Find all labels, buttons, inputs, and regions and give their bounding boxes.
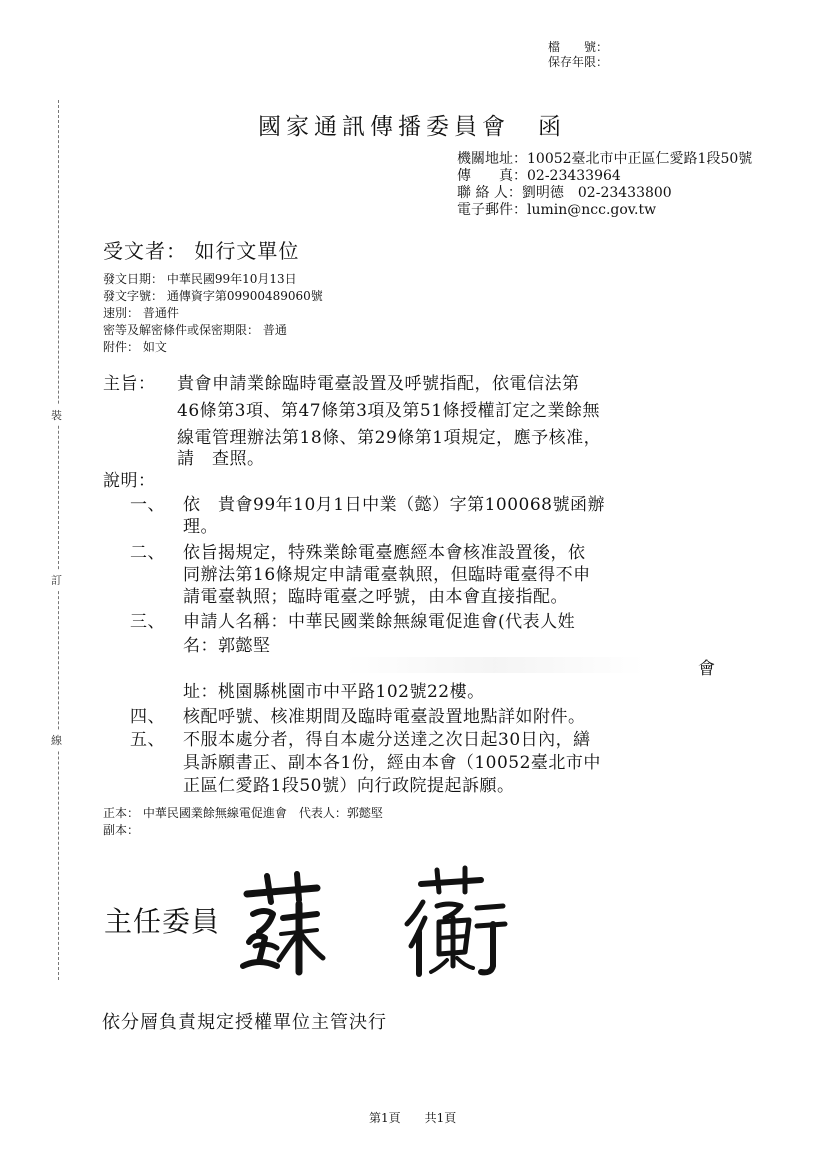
explanation-label: 說明： [103, 471, 156, 491]
subject-line: 線電管理辦法第18條、第29條第1項規定，應予核准， [177, 428, 602, 448]
org-fax: 傳 真：02-23433964 [457, 168, 621, 184]
explanation-line: 名：郭懿堅 [183, 636, 271, 656]
explanation-line: 會 [698, 659, 716, 679]
subject-label: 主旨： [103, 374, 156, 394]
explanation-line: 請電臺執照；臨時電臺之呼號，由本會直接指配。 [183, 587, 568, 607]
binding-mark-zhuang: 裝 [51, 405, 62, 425]
signature-seal [225, 862, 525, 982]
binding-mark-xian: 線 [51, 730, 62, 750]
explanation-line: 依 貴會99年10月1日中業（懿）字第100068號函辦 [183, 495, 605, 515]
document-number: 發文字號： 通傳資字第09900489060號 [103, 289, 323, 303]
attachment: 附件： 如文 [103, 340, 167, 354]
item-number: 五、 [130, 730, 165, 750]
document-title: 國家通訊傳播委員會 函 [258, 114, 566, 140]
explanation-line: 具訴願書正、副本各1份，經由本會（10052臺北市中 [183, 753, 601, 773]
classification: 密等及解密條件或保密期限： 普通 [103, 323, 287, 337]
explanation-line: 同辦法第16條規定申請電臺執照，但臨時電臺得不申 [183, 565, 591, 585]
explanation-line: 不服本處分者，得自本處分送達之次日起30日內，繕 [183, 730, 591, 750]
copy-recipient: 副本： [103, 823, 140, 837]
delegation-note: 依分層負責規定授權單位主管決行 [102, 1012, 387, 1033]
original-recipient: 正本： 中華民國業餘無線電促進會 代表人：郭懿堅 [103, 806, 383, 820]
subject-line: 請 查照。 [177, 449, 265, 469]
org-address: 機關地址：10052臺北市中正區仁愛路1段50號 [457, 151, 753, 167]
binding-line [58, 100, 59, 980]
archive-number-label: 檔 號： [548, 40, 609, 54]
subject-line: 貴會申請業餘臨時電臺設置及呼號指配，依電信法第 [177, 374, 580, 394]
item-number: 一、 [130, 495, 165, 515]
retention-period-label: 保存年限： [548, 55, 609, 69]
org-contact: 聯 絡 人：劉明德 02-23433800 [457, 185, 672, 201]
redacted-area [345, 657, 645, 673]
signature-title: 主任委員 [104, 905, 221, 938]
urgency: 速別： 普通件 [103, 306, 179, 320]
item-number: 二、 [130, 543, 165, 563]
item-number: 四、 [130, 707, 165, 727]
explanation-line: 核配呼號、核准期間及臨時電臺設置地點詳如附件。 [183, 707, 586, 727]
item-number: 三、 [130, 612, 165, 632]
explanation-line: 址：桃園縣桃園市中平路102號22樓。 [183, 682, 485, 702]
recipient: 受文者： 如行文單位 [103, 239, 300, 263]
explanation-line: 依旨揭規定，特殊業餘電臺應經本會核准設置後，依 [183, 543, 586, 563]
binding-mark-ding: 訂 [51, 570, 62, 590]
explanation-line: 申請人名稱：中華民國業餘無線電促進會(代表人姓 [183, 612, 576, 632]
page-number: 第1頁 共1頁 [369, 1111, 457, 1125]
explanation-line: 理。 [183, 517, 218, 537]
org-email: 電子郵件：lumin@ncc.gov.tw [457, 202, 657, 218]
subject-line: 46條第3項、第47條第3項及第51條授權訂定之業餘無 [177, 401, 601, 421]
explanation-line: 正區仁愛路1段50號）向行政院提起訴願。 [183, 776, 515, 796]
issue-date: 發文日期： 中華民國99年10月13日 [103, 272, 297, 286]
